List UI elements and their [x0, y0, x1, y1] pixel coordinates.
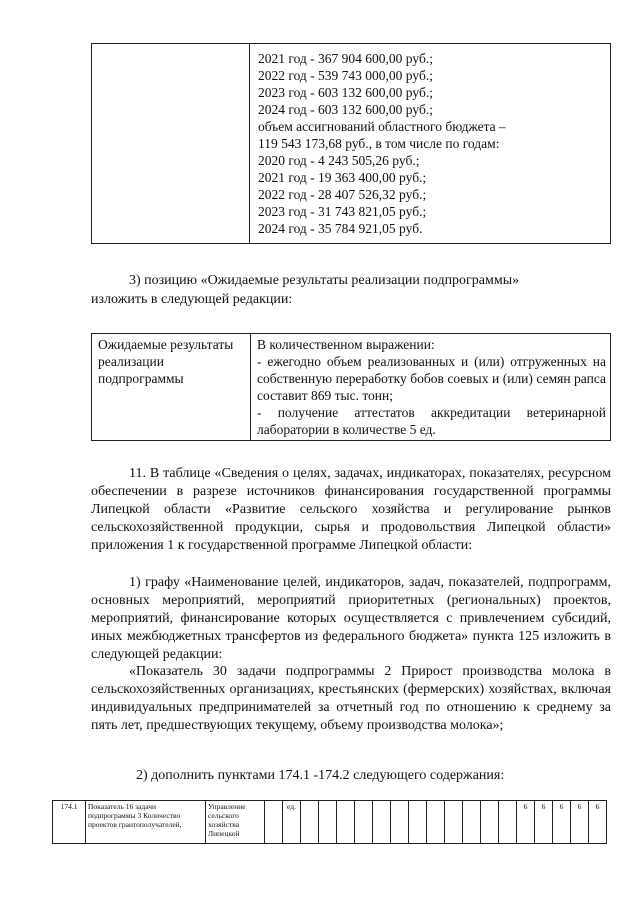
funding-line: 2022 год - 539 743 000,00 руб.; — [258, 68, 433, 83]
funding-table — [91, 43, 611, 244]
funding-line: 2020 год - 4 243 505,26 руб.; — [258, 153, 420, 168]
expected-results-intro: В количественном выражении: — [257, 337, 435, 352]
value-cell: 6 — [535, 801, 553, 844]
empty-cell — [427, 801, 445, 844]
empty-cell — [499, 801, 517, 844]
unit-cell: ед. — [283, 801, 301, 844]
value-cell: 6 — [517, 801, 535, 844]
empty-cell — [481, 801, 499, 844]
responsible-cell: Управление сельского хозяйства Липецкой — [206, 801, 265, 844]
funding-line: 2023 год - 603 132 600,00 руб.; — [258, 85, 433, 100]
value-cell: 6 — [553, 801, 571, 844]
funding-line: 2021 год - 19 363 400,00 руб.; — [258, 170, 427, 185]
empty-cell — [373, 801, 391, 844]
empty-cell — [463, 801, 481, 844]
funding-table-values-cell — [250, 44, 611, 244]
expected-results-item-2: - получение аттестатов аккредитации ветеринарной лаборатории в количестве 5 ед. — [257, 405, 606, 437]
value-cell: 6 — [589, 801, 607, 844]
empty-cell — [391, 801, 409, 844]
section-11-paragraph: 11. В таблице «Сведения о целях, задачах, индикаторах, показателях, ресурсном обеспечении в разрезе источников финансирования государственной программы Липецкой области «Развитие сельского хозяйства и регулирование рынков сельскохозяйственной продукции, сырья и продовольствия Липецкой области» приложения 1 к государственной программе Липецкой области: — [91, 466, 611, 553]
empty-cell — [337, 801, 355, 844]
empty-cell — [319, 801, 337, 844]
funding-line: объем ассигнований областного бюджета – — [258, 119, 506, 134]
empty-cell — [301, 801, 319, 844]
funding-line: 2022 год - 28 407 526,32 руб.; — [258, 187, 427, 202]
item-3-line-2: изложить в следующей редакции: — [91, 292, 293, 307]
empty-cell — [445, 801, 463, 844]
funding-line: 119 543 173,68 руб., в том числе по годам: — [258, 136, 500, 151]
funding-line: 2024 год - 35 784 921,05 руб. — [258, 221, 423, 236]
expected-results-item-1: - ежегодно объем реализованных и (или) отгруженных на собственную переработку бобов соевых и (или) семян рапса составит 869 тыс. тонн; — [257, 354, 606, 403]
indicator-quote: «Показатель 30 задачи подпрограммы 2 Прирост производства молока в сельскохозяйственных организациях, крестьянских (фермерских) хозяйствах, включая индивидуальных предпринимателей за отчетный год по отношению к среднему за пять лет, предшествующих текущему, объему производства молока»; — [91, 664, 611, 733]
expected-results-content — [251, 334, 611, 441]
expected-results-table — [91, 333, 611, 441]
empty-cell — [409, 801, 427, 844]
item-1-paragraph: 1) графу «Наименование целей, индикаторов, задач, показателей, подпрограмм, основных мероприятий, мероприятий приоритетных (региональных) проектов, мероприятий, финансирование которых осуществляется с привлечением субсидий, иных межбюджетных трансфертов из федерального бюджета» пункта 125 изложить в следующей редакции: — [91, 575, 611, 662]
empty-cell — [265, 801, 283, 844]
row-number-cell: 174.1 — [53, 801, 86, 844]
indicator-name-cell: Показатель 16 задачи подпрограммы 3 Количество проектов грантополучателей, — [86, 801, 206, 844]
item-2-paragraph: 2) дополнить пунктами 174.1 -174.2 следующего содержания: — [136, 768, 505, 783]
funding-line: 2024 год - 603 132 600,00 руб.; — [258, 102, 433, 117]
item-3-line-1: 3) позицию «Ожидаемые результаты реализации подпрограммы» — [129, 273, 520, 288]
funding-line: 2023 год - 31 743 821,05 руб.; — [258, 204, 427, 219]
funding-line: 2021 год - 367 904 600,00 руб.; — [258, 51, 433, 66]
value-cell: 6 — [571, 801, 589, 844]
funding-table-label-cell — [92, 44, 250, 244]
empty-cell — [355, 801, 373, 844]
expected-results-label: Ожидаемые результаты реализации подпрограммы — [92, 334, 251, 441]
indicators-table — [52, 800, 607, 844]
